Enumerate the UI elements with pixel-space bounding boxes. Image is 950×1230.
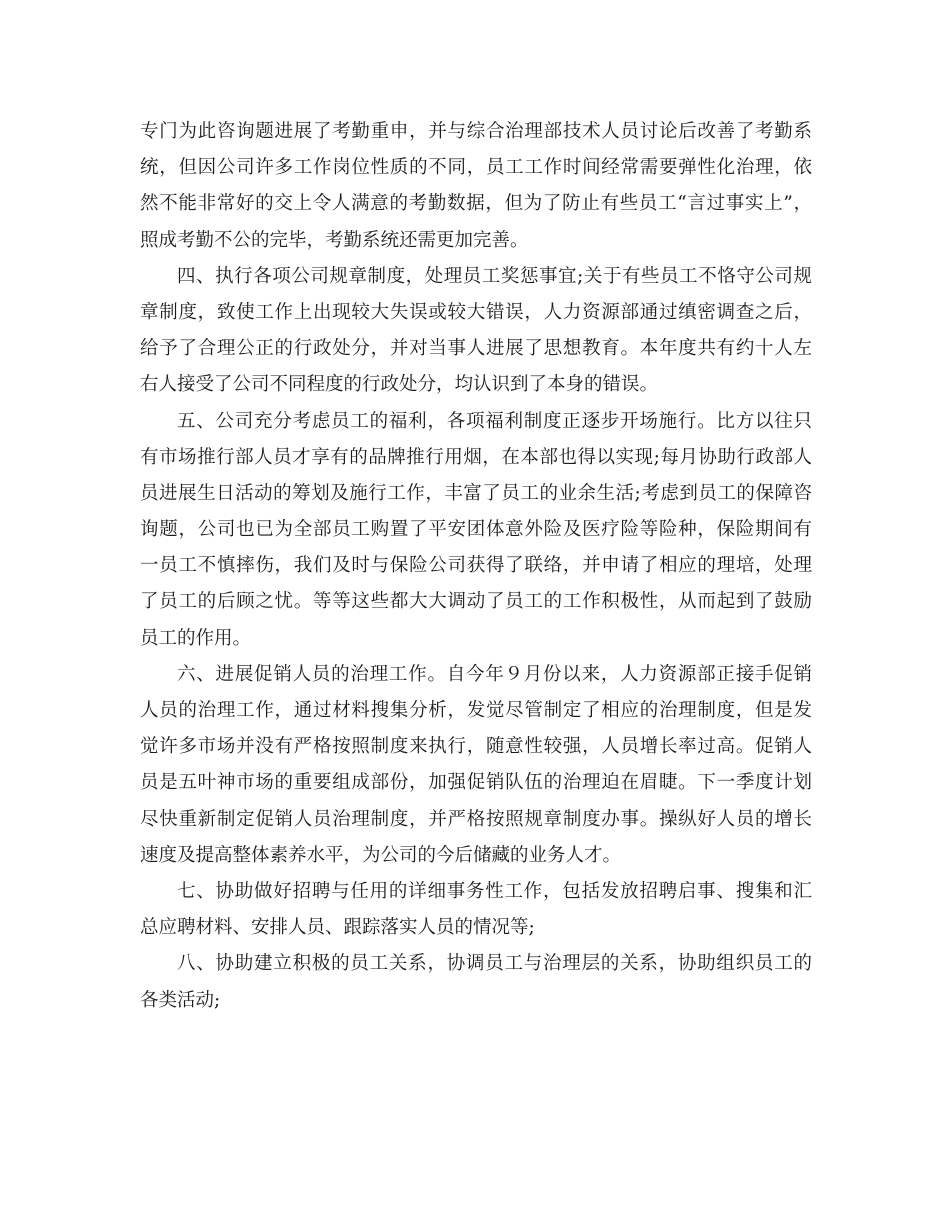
paragraph-2-line-4: 右人接受了公司不同程度的行政处分，均认识到了本身的错误。 — [140, 374, 659, 396]
paragraph-3-line-7: 员工的作用。 — [140, 627, 252, 649]
paragraph-3-line-6: 了员工的后顾之忧。等等这些都大大调动了员工的工作积极性，从而起到了鼓励 — [140, 591, 812, 613]
paragraph-6-line-2: 各类活动; — [140, 989, 221, 1011]
paragraph-4-line-5: 尽快重新制定促销人员治理制度，并严格按照规章制度办事。操纵好人员的增长 — [140, 808, 812, 830]
paragraph-3-line-2: 有市场推行部人员才享有的品牌推行用烟，在本部也得以实现;每月协助行政部人 — [140, 446, 812, 468]
paragraph-3-line-4: 询题，公司也已为全部员工购置了平安团体意外险及医疗险等险种，保险期间有 — [140, 519, 812, 541]
paragraph-2-line-1: 四、执行各项公司规章制度，处理员工奖惩事宜;关于有些员工不恪守公司规 — [177, 265, 812, 287]
paragraph-3-line-3: 员进展生日活动的筹划及施行工作，丰富了员工的业余生活;考虑到员工的保障咨 — [140, 482, 812, 504]
paragraph-6-line-1: 八、协助建立积极的员工关系，协调员工与治理层的关系，协助组织员工的 — [177, 953, 812, 975]
paragraph-4-line-2: 人员的治理工作，通过材料搜集分析，发觉尽管制定了相应的治理制度，但是发 — [140, 700, 812, 721]
paragraph-5-line-2: 总应聘材料、安排人员、跟踪落实人员的情况等; — [140, 917, 535, 939]
paragraph-3-line-1: 五、公司充分考虑员工的福利，各项福利制度正逐步开场施行。比方以往只 — [177, 410, 812, 432]
paragraph-4-line-1: 六、进展促销人员的治理工作。自今年９月份以来，人力资源部正接手促销 — [177, 663, 812, 685]
paragraph-4-line-4: 员是五叶神市场的重要组成部份，加强促销队伍的治理迫在眉睫。下一季度计划 — [140, 772, 812, 794]
paragraph-1-line-2: 统，但因公司许多工作岗位性质的不同，员工工作时间经常需要弹性化治理，依 — [140, 157, 812, 179]
paragraph-4-line-6: 速度及提高整体素养水平，为公司的今后储藏的业务人才。 — [140, 844, 622, 866]
paragraph-1-line-1: 专门为此咨询题进展了考勤重申，并与综合治理部技术人员讨论后改善了考勤系 — [140, 121, 812, 142]
paragraph-3-line-5: 一员工不慎摔伤，我们及时与保险公司获得了联络，并申请了相应的理培，处理 — [140, 555, 812, 577]
paragraph-5-line-1: 七、协助做好招聘与任用的详细事务性工作，包括发放招聘启事、搜集和汇 — [177, 880, 812, 902]
document-body — [140, 114, 812, 1019]
paragraph-2-line-2: 章制度，致使工作上出现较大失误或较大错误，人力资源部通过缜密调查之后， — [140, 301, 812, 323]
paragraph-4-line-3: 觉许多市场并没有严格按照制度来执行，随意性较强，人员增长率过高。促销人 — [140, 736, 812, 758]
paragraph-2-line-3: 给予了合理公正的行政处分，并对当事人进展了思想教育。本年度共有约十人左 — [140, 338, 812, 360]
paragraph-1-line-3: 然不能非常好的交上令人满意的考勤数据，但为了防止有些员工“言过事实上”， — [140, 193, 812, 215]
paragraph-1-line-4: 照成考勤不公的完毕，考勤系统还需更加完善。 — [140, 229, 529, 251]
